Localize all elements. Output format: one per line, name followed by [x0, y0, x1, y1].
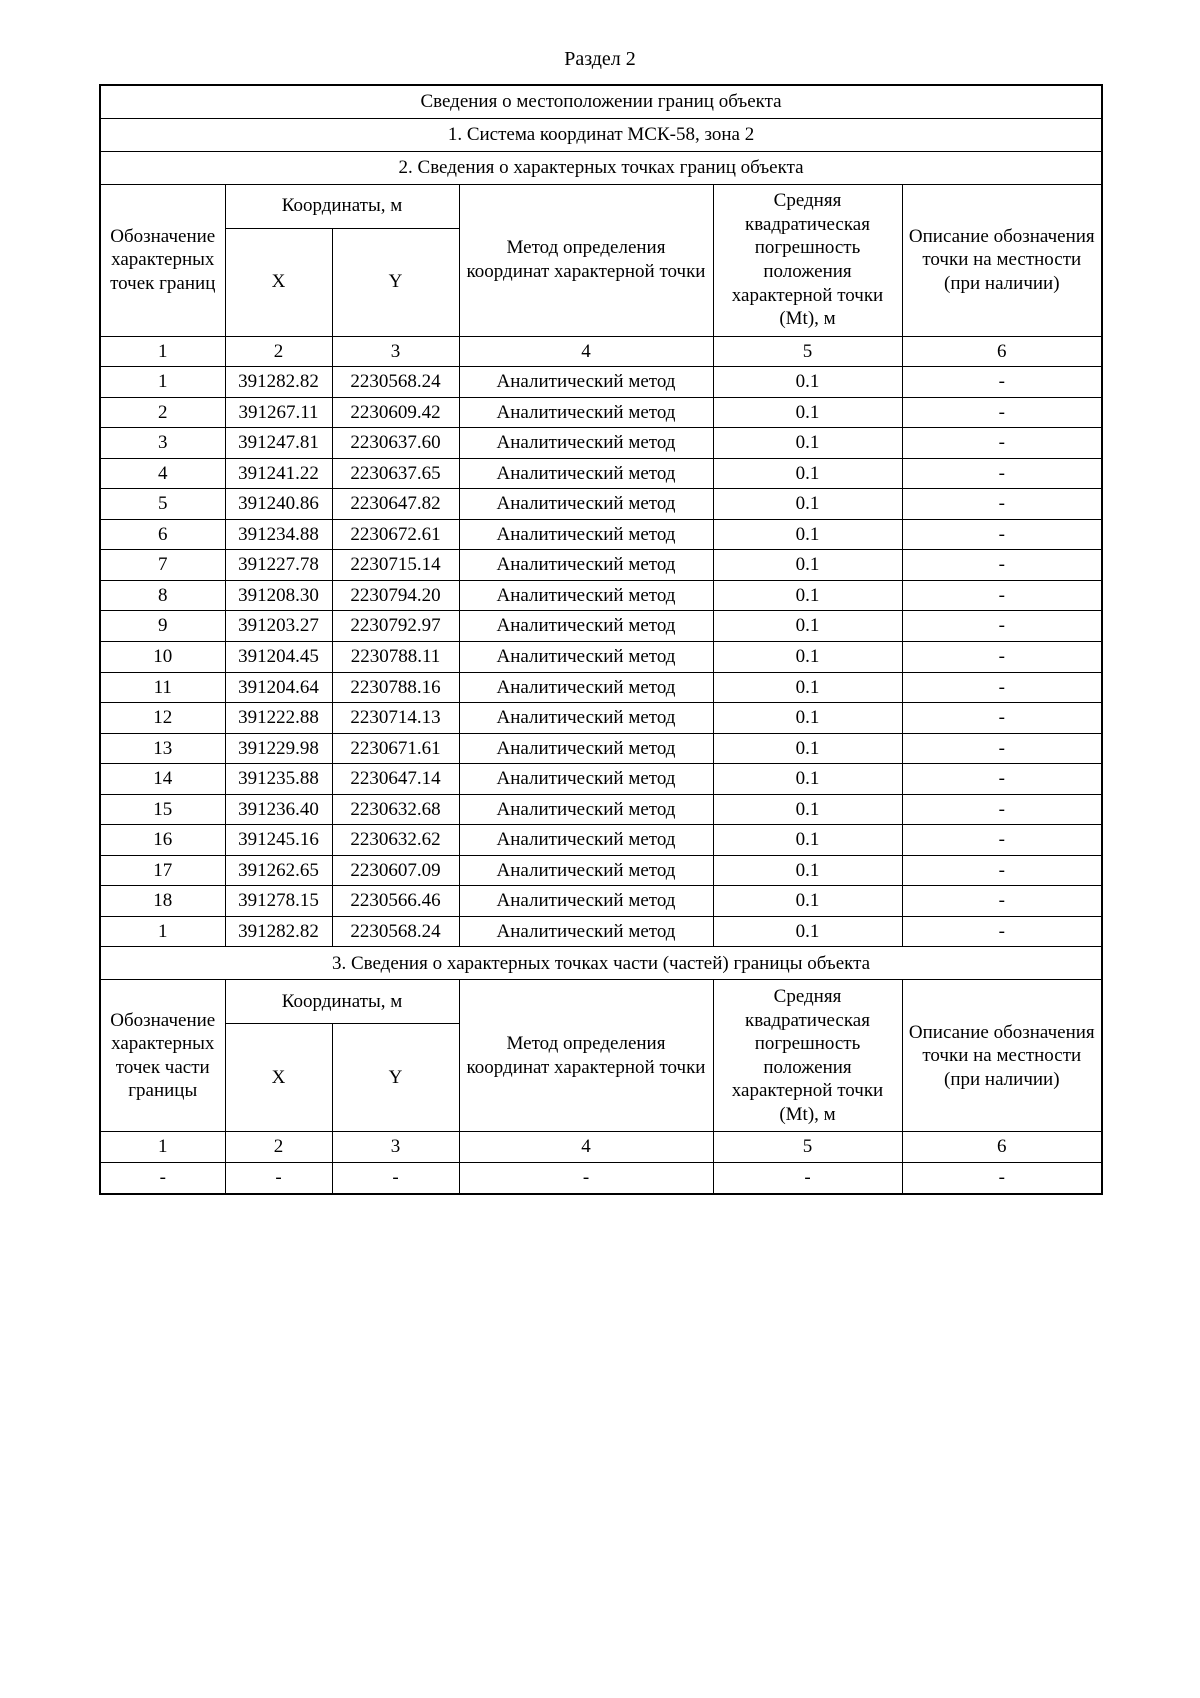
- x-coordinate-cell: 391278.15: [225, 886, 332, 917]
- precision-cell: 0.1: [713, 580, 902, 611]
- precision-cell: 0.1: [713, 458, 902, 489]
- table-row: [100, 825, 1102, 856]
- precision-cell: 0.1: [713, 764, 902, 795]
- header-method-parts: Метод определения координат характерной точки: [459, 980, 713, 1132]
- table-row: [100, 794, 1102, 825]
- precision-cell: 0.1: [713, 611, 902, 642]
- method-cell: Аналитический метод: [459, 397, 713, 428]
- y-coordinate-cell: -: [332, 1162, 459, 1193]
- point-number-cell: 10: [100, 641, 225, 672]
- description-cell: -: [902, 550, 1102, 581]
- boundary-points-table: [99, 84, 1103, 1195]
- page-title: Раздел 2: [564, 48, 636, 70]
- column-number: 6: [902, 336, 1102, 367]
- table-row: [100, 367, 1102, 398]
- y-coordinate-cell: 2230792.97: [332, 611, 459, 642]
- method-cell: Аналитический метод: [459, 886, 713, 917]
- method-cell: Аналитический метод: [459, 428, 713, 459]
- point-number-cell: 16: [100, 825, 225, 856]
- precision-cell: 0.1: [713, 397, 902, 428]
- y-coordinate-cell: 2230788.16: [332, 672, 459, 703]
- description-cell: -: [902, 367, 1102, 398]
- precision-cell: 0.1: [713, 916, 902, 947]
- column-number: 4: [459, 1132, 713, 1163]
- y-coordinate-cell: 2230671.61: [332, 733, 459, 764]
- method-cell: Аналитический метод: [459, 703, 713, 734]
- method-cell: Аналитический метод: [459, 916, 713, 947]
- description-cell: -: [902, 1162, 1102, 1193]
- x-coordinate-cell: 391208.30: [225, 580, 332, 611]
- point-number-cell: 13: [100, 733, 225, 764]
- method-cell: Аналитический метод: [459, 855, 713, 886]
- y-coordinate-cell: 2230566.46: [332, 886, 459, 917]
- header-description-parts: Описание обозначения точки на местности (при наличии): [902, 980, 1102, 1132]
- point-number-cell: 6: [100, 519, 225, 550]
- x-coordinate-cell: 391282.82: [225, 916, 332, 947]
- description-cell: -: [902, 458, 1102, 489]
- table-title-row: [100, 85, 1102, 118]
- table-row: [100, 733, 1102, 764]
- column-number: 2: [225, 1132, 332, 1163]
- x-coordinate-cell: 391262.65: [225, 855, 332, 886]
- section3-title-row: [100, 947, 1102, 980]
- header-precision: Средняя квадратическая погрешность положения характерной точки (Mt), м: [713, 184, 902, 336]
- y-coordinate-cell: 2230632.68: [332, 794, 459, 825]
- method-cell: Аналитический метод: [459, 794, 713, 825]
- description-cell: -: [902, 428, 1102, 459]
- description-cell: -: [902, 397, 1102, 428]
- header-coordinates: Координаты, м: [225, 184, 459, 228]
- x-coordinate-cell: 391204.64: [225, 672, 332, 703]
- table-row: [100, 458, 1102, 489]
- point-number-cell: 11: [100, 672, 225, 703]
- header-x-parts: X: [225, 1024, 332, 1132]
- x-coordinate-cell: 391204.45: [225, 641, 332, 672]
- point-number-cell: 9: [100, 611, 225, 642]
- x-coordinate-cell: 391203.27: [225, 611, 332, 642]
- x-coordinate-cell: 391234.88: [225, 519, 332, 550]
- table-title: Сведения о местоположении границ объекта: [100, 85, 1102, 118]
- precision-cell: 0.1: [713, 641, 902, 672]
- precision-cell: 0.1: [713, 428, 902, 459]
- point-number-cell: 15: [100, 794, 225, 825]
- method-cell: -: [459, 1162, 713, 1193]
- precision-cell: 0.1: [713, 733, 902, 764]
- point-number-cell: 12: [100, 703, 225, 734]
- header-method: Метод определения координат характерной точки: [459, 184, 713, 336]
- column-number: 3: [332, 1132, 459, 1163]
- x-coordinate-cell: 391267.11: [225, 397, 332, 428]
- point-number-cell: 14: [100, 764, 225, 795]
- y-coordinate-cell: 2230637.60: [332, 428, 459, 459]
- precision-cell: 0.1: [713, 489, 902, 520]
- table-row: [100, 764, 1102, 795]
- column-number: 1: [100, 336, 225, 367]
- table-row: [100, 916, 1102, 947]
- header-designation: Обозначение характерных точек границ: [100, 184, 225, 336]
- x-coordinate-cell: 391222.88: [225, 703, 332, 734]
- y-coordinate-cell: 2230607.09: [332, 855, 459, 886]
- header-designation-parts: Обозначение характерных точек части границы: [100, 980, 225, 1132]
- x-coordinate-cell: -: [225, 1162, 332, 1193]
- y-coordinate-cell: 2230637.65: [332, 458, 459, 489]
- description-cell: -: [902, 641, 1102, 672]
- y-coordinate-cell: 2230788.11: [332, 641, 459, 672]
- method-cell: Аналитический метод: [459, 825, 713, 856]
- table-row: [100, 580, 1102, 611]
- coord-system-label: 1. Система координат МСК-58, зона 2: [100, 118, 1102, 151]
- table-row: [100, 519, 1102, 550]
- header-y-parts: Y: [332, 1024, 459, 1132]
- x-coordinate-cell: 391240.86: [225, 489, 332, 520]
- description-cell: -: [902, 733, 1102, 764]
- description-cell: -: [902, 519, 1102, 550]
- point-number-cell: 18: [100, 886, 225, 917]
- description-cell: -: [902, 916, 1102, 947]
- table-row: [100, 855, 1102, 886]
- y-coordinate-cell: 2230647.82: [332, 489, 459, 520]
- header-coordinates-parts: Координаты, м: [225, 980, 459, 1024]
- precision-cell: 0.1: [713, 550, 902, 581]
- x-coordinate-cell: 391282.82: [225, 367, 332, 398]
- x-coordinate-cell: 391245.16: [225, 825, 332, 856]
- column-number: 3: [332, 336, 459, 367]
- description-cell: -: [902, 855, 1102, 886]
- table-row: [100, 886, 1102, 917]
- x-coordinate-cell: 391235.88: [225, 764, 332, 795]
- section3-title: 3. Сведения о характерных точках части (частей) границы объекта: [100, 947, 1102, 980]
- boundary-points-body: [100, 367, 1102, 947]
- table-row: [100, 428, 1102, 459]
- method-cell: Аналитический метод: [459, 764, 713, 795]
- precision-cell: 0.1: [713, 703, 902, 734]
- description-cell: -: [902, 825, 1102, 856]
- y-coordinate-cell: 2230672.61: [332, 519, 459, 550]
- point-number-cell: 4: [100, 458, 225, 489]
- main-header-row-top: [100, 184, 1102, 228]
- table-header-section: [100, 85, 1102, 367]
- table-row: [100, 489, 1102, 520]
- method-cell: Аналитический метод: [459, 733, 713, 764]
- description-cell: -: [902, 580, 1102, 611]
- point-number-cell: 1: [100, 916, 225, 947]
- y-coordinate-cell: 2230568.24: [332, 367, 459, 398]
- point-number-cell: 5: [100, 489, 225, 520]
- precision-cell: 0.1: [713, 672, 902, 703]
- description-cell: -: [902, 764, 1102, 795]
- y-coordinate-cell: 2230609.42: [332, 397, 459, 428]
- parts-points-body: [100, 1162, 1102, 1193]
- section2-title-row: [100, 151, 1102, 184]
- precision-cell: 0.1: [713, 794, 902, 825]
- description-cell: -: [902, 703, 1102, 734]
- header-description: Описание обозначения точки на местности (при наличии): [902, 184, 1102, 336]
- column-numbers-row: [100, 336, 1102, 367]
- precision-cell: 0.1: [713, 855, 902, 886]
- point-number-cell: 3: [100, 428, 225, 459]
- precision-cell: 0.1: [713, 367, 902, 398]
- y-coordinate-cell: 2230632.62: [332, 825, 459, 856]
- y-coordinate-cell: 2230715.14: [332, 550, 459, 581]
- point-number-cell: 7: [100, 550, 225, 581]
- column-number: 5: [713, 336, 902, 367]
- method-cell: Аналитический метод: [459, 489, 713, 520]
- section2-title: 2. Сведения о характерных точках границ объекта: [100, 151, 1102, 184]
- method-cell: Аналитический метод: [459, 672, 713, 703]
- column-number: 6: [902, 1132, 1102, 1163]
- x-coordinate-cell: 391229.98: [225, 733, 332, 764]
- table-row: [100, 1162, 1102, 1193]
- method-cell: Аналитический метод: [459, 519, 713, 550]
- x-coordinate-cell: 391241.22: [225, 458, 332, 489]
- x-coordinate-cell: 391227.78: [225, 550, 332, 581]
- description-cell: -: [902, 611, 1102, 642]
- precision-cell: 0.1: [713, 886, 902, 917]
- description-cell: -: [902, 489, 1102, 520]
- description-cell: -: [902, 886, 1102, 917]
- table-row: [100, 703, 1102, 734]
- method-cell: Аналитический метод: [459, 550, 713, 581]
- point-number-cell: 2: [100, 397, 225, 428]
- description-cell: -: [902, 794, 1102, 825]
- y-coordinate-cell: 2230647.14: [332, 764, 459, 795]
- column-number: 2: [225, 336, 332, 367]
- point-number-cell: -: [100, 1162, 225, 1193]
- y-coordinate-cell: 2230794.20: [332, 580, 459, 611]
- table-row: [100, 641, 1102, 672]
- y-coordinate-cell: 2230568.24: [332, 916, 459, 947]
- parts-column-numbers-row: [100, 1132, 1102, 1163]
- precision-cell: 0.1: [713, 825, 902, 856]
- precision-cell: -: [713, 1162, 902, 1193]
- parts-header-section: [100, 947, 1102, 1163]
- method-cell: Аналитический метод: [459, 458, 713, 489]
- x-coordinate-cell: 391247.81: [225, 428, 332, 459]
- column-number: 5: [713, 1132, 902, 1163]
- point-number-cell: 8: [100, 580, 225, 611]
- column-number: 1: [100, 1132, 225, 1163]
- table-row: [100, 550, 1102, 581]
- method-cell: Аналитический метод: [459, 367, 713, 398]
- method-cell: Аналитический метод: [459, 611, 713, 642]
- header-y: Y: [332, 228, 459, 336]
- table-row: [100, 397, 1102, 428]
- precision-cell: 0.1: [713, 519, 902, 550]
- header-precision-parts: Средняя квадратическая погрешность положения характерной точки (Mt), м: [713, 980, 902, 1132]
- table-row: [100, 611, 1102, 642]
- x-coordinate-cell: 391236.40: [225, 794, 332, 825]
- coord-system-row: [100, 118, 1102, 151]
- header-x: X: [225, 228, 332, 336]
- y-coordinate-cell: 2230714.13: [332, 703, 459, 734]
- method-cell: Аналитический метод: [459, 641, 713, 672]
- point-number-cell: 17: [100, 855, 225, 886]
- parts-header-row-top: [100, 980, 1102, 1024]
- column-number: 4: [459, 336, 713, 367]
- point-number-cell: 1: [100, 367, 225, 398]
- description-cell: -: [902, 672, 1102, 703]
- table-row: [100, 672, 1102, 703]
- method-cell: Аналитический метод: [459, 580, 713, 611]
